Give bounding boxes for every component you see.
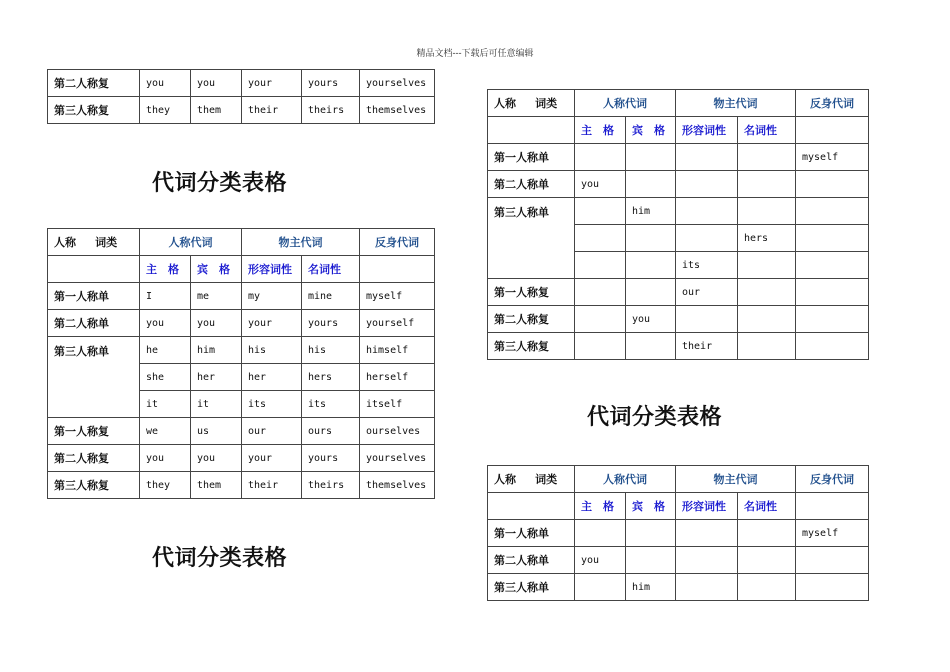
table-cell: [575, 198, 626, 225]
table-cell: [796, 252, 869, 279]
table-cell: us: [191, 418, 242, 445]
table-header-row: [488, 466, 869, 493]
table-cell: yourself: [360, 310, 435, 337]
table-row: [488, 279, 869, 306]
empty-cell: [796, 117, 869, 144]
empty-cell: [488, 493, 575, 520]
table-row: [48, 418, 435, 445]
row-label: 第二人称单: [488, 547, 575, 574]
table-cell: you: [140, 445, 191, 472]
table-cell: hers: [302, 364, 360, 391]
table-cell: her: [242, 364, 302, 391]
subheader-object: 宾 格: [191, 256, 242, 283]
table-cell: him: [626, 198, 676, 225]
table-cell: their: [676, 333, 738, 360]
table-cell: [575, 520, 626, 547]
table-cell: [676, 144, 738, 171]
table-cell: theirs: [302, 97, 360, 124]
table-cell: you: [191, 70, 242, 97]
table-cell: you: [575, 547, 626, 574]
table-cell: him: [626, 574, 676, 601]
table-cell: you: [191, 445, 242, 472]
row-label: 第二人称单: [488, 171, 575, 198]
subheader-subject: 主 格: [575, 493, 626, 520]
table-cell: [626, 520, 676, 547]
table-cell: yourselves: [360, 70, 435, 97]
table-cell: [626, 171, 676, 198]
table-cell: [796, 306, 869, 333]
table-cell: it: [140, 391, 191, 418]
table-cell: [676, 574, 738, 601]
table-header-row: [48, 229, 435, 256]
table-cell: [796, 198, 869, 225]
table-cell: I: [140, 283, 191, 310]
table-cell: they: [140, 472, 191, 499]
subheader-subject: 主 格: [575, 117, 626, 144]
table-cell: ourselves: [360, 418, 435, 445]
table-cell: [796, 574, 869, 601]
row-label: 第一人称复: [48, 418, 140, 445]
table-cell: she: [140, 364, 191, 391]
table-cell: [575, 279, 626, 306]
table-subheader-row: [488, 493, 869, 520]
table-cell: them: [191, 97, 242, 124]
table-row: [48, 283, 435, 310]
table-cell: [626, 333, 676, 360]
table-cell: [676, 198, 738, 225]
table-cell: you: [191, 310, 242, 337]
section-title: 代词分类表格: [587, 405, 723, 430]
table-cell: [626, 279, 676, 306]
row-label: 第一人称单: [488, 520, 575, 547]
corner-header-left: 人称: [494, 473, 516, 486]
row-label: 第二人称复: [48, 70, 140, 97]
table-cell: its: [676, 252, 738, 279]
table-cell: itself: [360, 391, 435, 418]
empty-cell: [796, 493, 869, 520]
table-cell: your: [242, 310, 302, 337]
subheader-adjective: 形容词性: [676, 117, 738, 144]
page-header: 精品文档---下载后可任意编辑: [416, 49, 534, 59]
row-label: 第三人称单: [48, 337, 140, 418]
table-row: [48, 337, 435, 364]
table-cell: himself: [360, 337, 435, 364]
pronoun-exercise-table-partial: [487, 465, 869, 601]
empty-cell: [488, 117, 575, 144]
table-cell: myself: [796, 144, 869, 171]
table-row: [48, 445, 435, 472]
table-cell: [575, 306, 626, 333]
table-cell: [626, 225, 676, 252]
subheader-noun: 名词性: [738, 493, 796, 520]
table-cell: you: [140, 70, 191, 97]
table-cell: [575, 574, 626, 601]
pronoun-table-full: [47, 228, 435, 499]
row-label: 第二人称复: [48, 445, 140, 472]
subheader-subject: 主 格: [140, 256, 191, 283]
table-cell: you: [140, 310, 191, 337]
table-cell: [738, 574, 796, 601]
table-cell: mine: [302, 283, 360, 310]
table-cell: [738, 306, 796, 333]
table-cell: [626, 547, 676, 574]
table-cell: [738, 279, 796, 306]
header-reflexive: 反身代词: [796, 466, 869, 493]
table-row: [48, 97, 435, 124]
table-row: [48, 472, 435, 499]
table-cell: [676, 225, 738, 252]
table-cell: [796, 333, 869, 360]
table-cell: his: [302, 337, 360, 364]
header-personal: 人称代词: [140, 229, 242, 256]
table-cell: [738, 252, 796, 279]
table-cell: its: [302, 391, 360, 418]
table-cell: [676, 547, 738, 574]
table-cell: [796, 279, 869, 306]
header-reflexive: 反身代词: [360, 229, 435, 256]
table-cell: we: [140, 418, 191, 445]
table-cell: its: [242, 391, 302, 418]
table-cell: me: [191, 283, 242, 310]
table-row: [488, 547, 869, 574]
header-personal: 人称代词: [575, 90, 676, 117]
table-cell: [738, 520, 796, 547]
table-row: [488, 144, 869, 171]
row-label: 第三人称单: [488, 198, 575, 279]
table-cell: [738, 198, 796, 225]
row-label: 第三人称复: [48, 97, 140, 124]
header-personal: 人称代词: [575, 466, 676, 493]
table-row: [48, 310, 435, 337]
table-cell: [676, 306, 738, 333]
row-label: 第三人称复: [48, 472, 140, 499]
table-row: [488, 171, 869, 198]
table-cell: [575, 333, 626, 360]
header-possessive: 物主代词: [242, 229, 360, 256]
table-cell: yours: [302, 310, 360, 337]
table-cell: herself: [360, 364, 435, 391]
table-cell: [676, 171, 738, 198]
table-row: [488, 520, 869, 547]
table-cell: [575, 252, 626, 279]
table-cell: hers: [738, 225, 796, 252]
table-cell: ours: [302, 418, 360, 445]
corner-header: [488, 466, 575, 493]
subheader-adjective: 形容词性: [242, 256, 302, 283]
corner-header-right: 词类: [535, 97, 558, 110]
table-cell: your: [242, 445, 302, 472]
table-cell: [626, 252, 676, 279]
table-cell: my: [242, 283, 302, 310]
table-cell: [676, 520, 738, 547]
pronoun-exercise-table: [487, 89, 869, 360]
corner-header-right: 词类: [535, 473, 558, 486]
corner-header-right: 词类: [95, 236, 118, 249]
table-cell: theirs: [302, 472, 360, 499]
row-label: 第三人称单: [488, 574, 575, 601]
table-cell: their: [242, 97, 302, 124]
table-cell: themselves: [360, 97, 435, 124]
section-title: 代词分类表格: [152, 171, 288, 196]
table-cell: our: [676, 279, 738, 306]
table-cell: [738, 171, 796, 198]
subheader-noun: 名词性: [302, 256, 360, 283]
corner-header-left: 人称: [54, 236, 76, 249]
table-cell: myself: [796, 520, 869, 547]
corner-header: [488, 90, 575, 117]
table-subheader-row: [48, 256, 435, 283]
row-label: 第一人称单: [48, 283, 140, 310]
subheader-object: 宾 格: [626, 117, 676, 144]
table-cell: [575, 144, 626, 171]
table-cell: you: [575, 171, 626, 198]
empty-cell: [48, 256, 140, 283]
section-title: 代词分类表格: [152, 546, 288, 571]
row-label: 第一人称复: [488, 279, 575, 306]
row-label: 第二人称单: [48, 310, 140, 337]
subheader-adjective: 形容词性: [676, 493, 738, 520]
table-cell: them: [191, 472, 242, 499]
table-cell: they: [140, 97, 191, 124]
table-cell: [738, 144, 796, 171]
row-label: 第二人称复: [488, 306, 575, 333]
table-cell: their: [242, 472, 302, 499]
table-cell: him: [191, 337, 242, 364]
table-subheader-row: [488, 117, 869, 144]
pronoun-table-fragment: [47, 69, 435, 124]
corner-header-left: 人称: [494, 97, 516, 110]
table-cell: you: [626, 306, 676, 333]
table-cell: themselves: [360, 472, 435, 499]
table-cell: your: [242, 70, 302, 97]
table-cell: yourselves: [360, 445, 435, 472]
table-cell: yours: [302, 445, 360, 472]
table-row: [488, 333, 869, 360]
table-cell: [796, 225, 869, 252]
row-label: 第三人称复: [488, 333, 575, 360]
table-cell: our: [242, 418, 302, 445]
table-cell: myself: [360, 283, 435, 310]
table-row: [488, 306, 869, 333]
row-label: 第一人称单: [488, 144, 575, 171]
subheader-noun: 名词性: [738, 117, 796, 144]
table-cell: [796, 547, 869, 574]
table-row: [488, 574, 869, 601]
table-cell: her: [191, 364, 242, 391]
table-cell: [626, 144, 676, 171]
corner-header: [48, 229, 140, 256]
table-cell: it: [191, 391, 242, 418]
header-reflexive: 反身代词: [796, 90, 869, 117]
header-possessive: 物主代词: [676, 466, 796, 493]
table-cell: [796, 171, 869, 198]
table-row: [48, 70, 435, 97]
subheader-object: 宾 格: [626, 493, 676, 520]
table-cell: he: [140, 337, 191, 364]
table-cell: [738, 333, 796, 360]
table-row: [488, 198, 869, 225]
header-possessive: 物主代词: [676, 90, 796, 117]
table-cell: yours: [302, 70, 360, 97]
table-cell: [575, 225, 626, 252]
table-cell: [738, 547, 796, 574]
table-header-row: [488, 90, 869, 117]
empty-cell: [360, 256, 435, 283]
table-cell: his: [242, 337, 302, 364]
